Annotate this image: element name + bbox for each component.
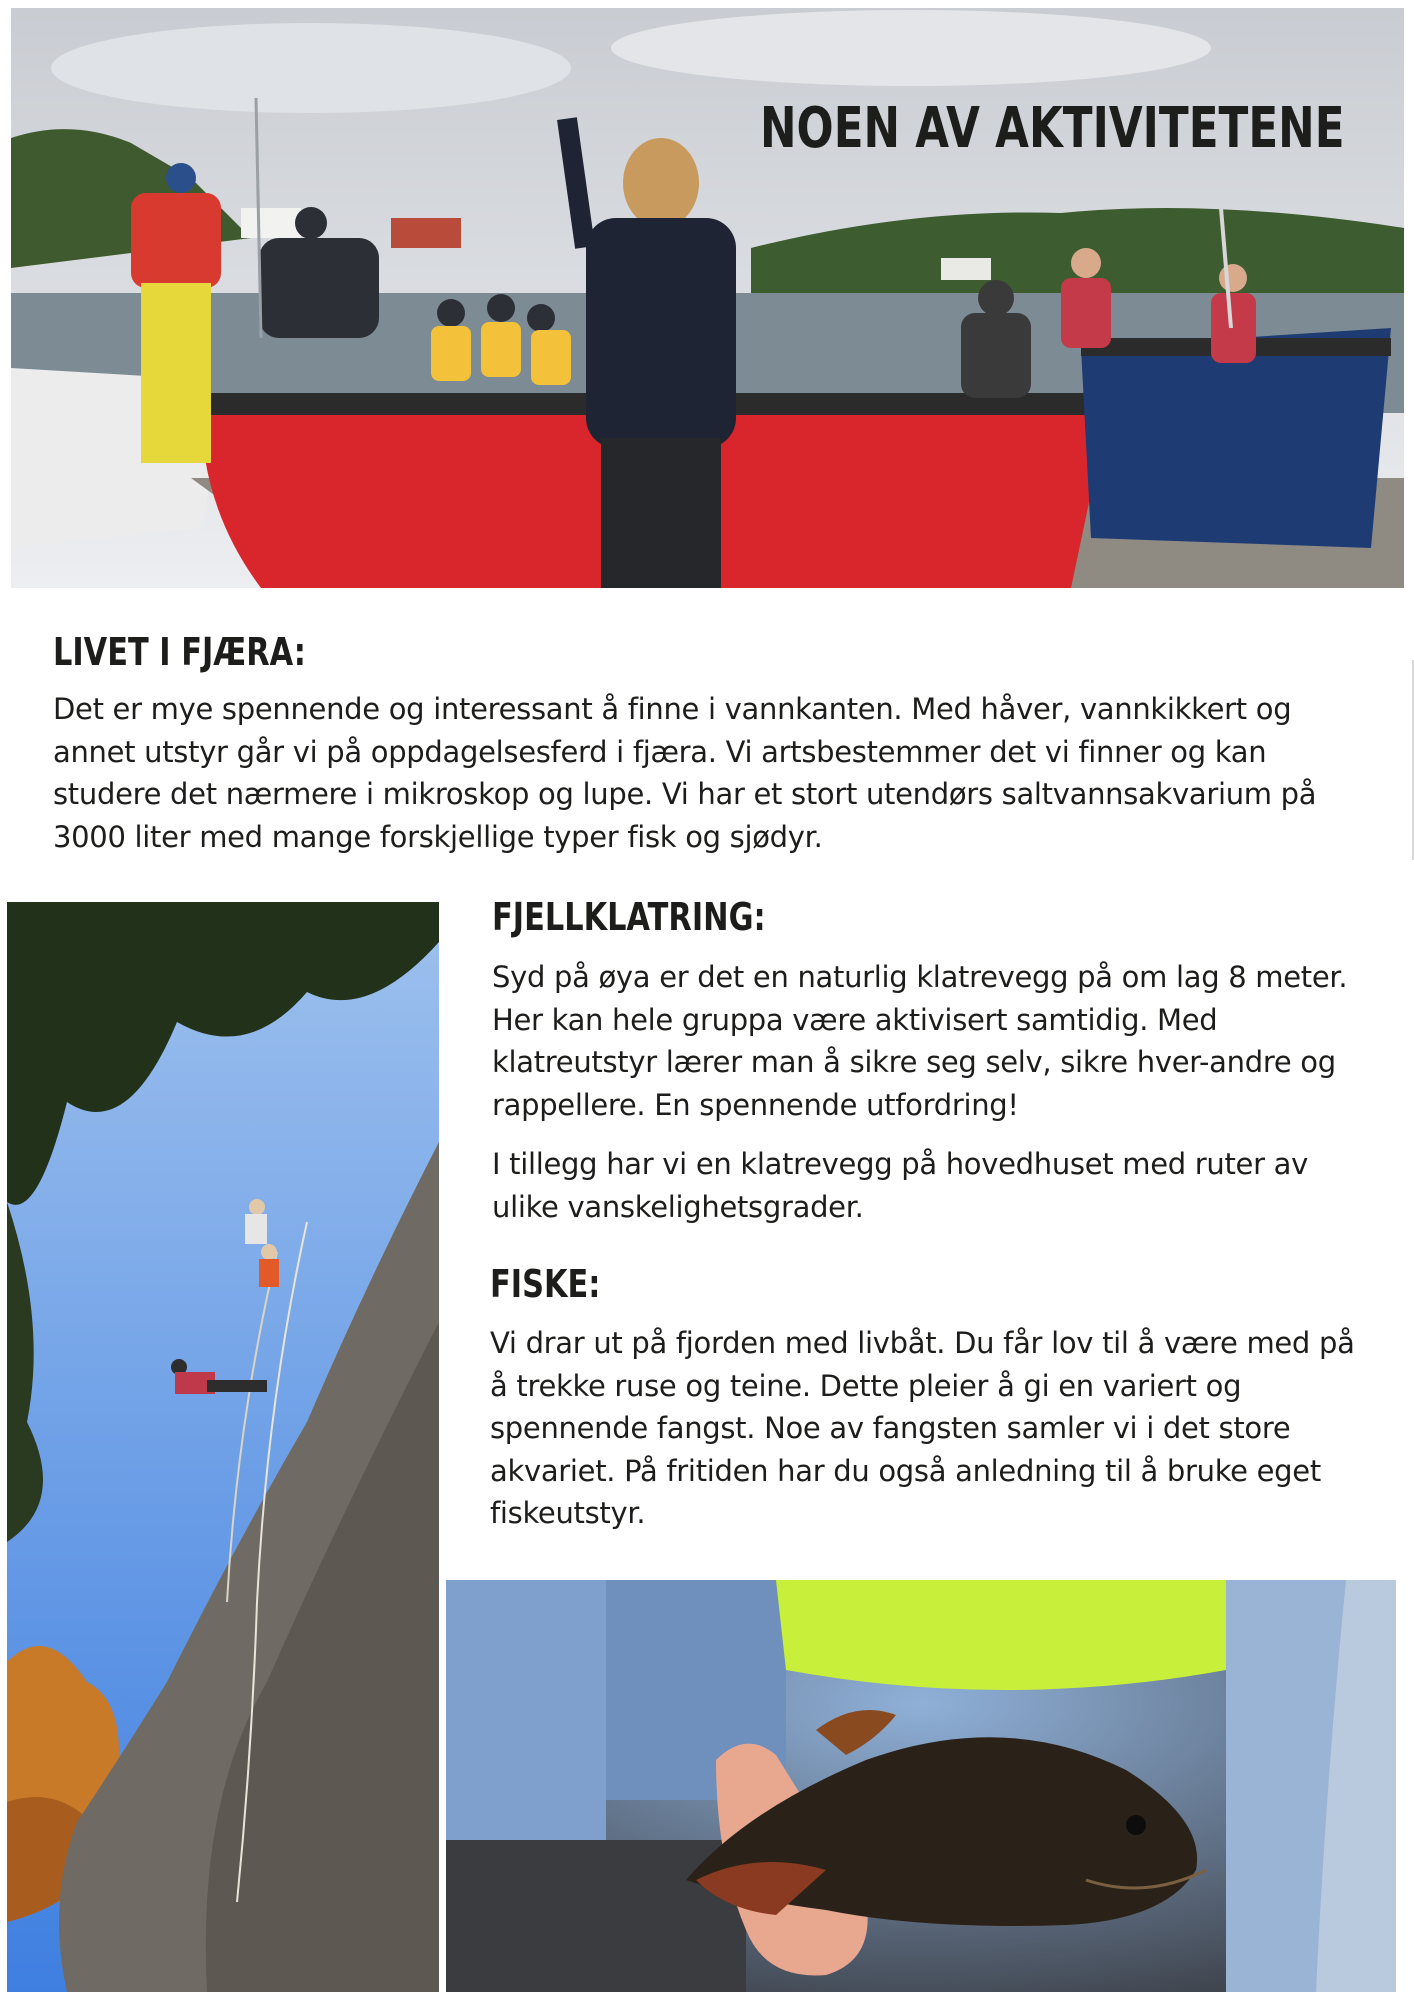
section-text-fjellklatring-1: Syd på øya er det en naturlig klatrevegg på om lag 8 meter. Her kan hele gruppa være aktivisert samtidig. Med klatreutstyr lærer man å sikre seg selv, sikre hver-andre og rappellere. En spennende utfordring! xyxy=(492,960,1348,1122)
section-text-fiske: Vi drar ut på fjorden med livbåt. Du får lov til å være med på å trekke ruse og teine. Dette pleier å gi en variert og spennende fangst. Noe av fangsten samler vi i det store akvariet. På fritiden har du også anledning til å bruke eget fiskeutstyr. xyxy=(490,1326,1355,1530)
boats-illustration xyxy=(11,8,1404,588)
section-heading-fiske: FISKE: xyxy=(490,1262,601,1306)
fish-photo xyxy=(446,1580,1396,1992)
section-heading-fjellklatring: FJELLKLATRING: xyxy=(492,895,766,939)
climbing-photo xyxy=(7,902,439,1992)
fish-illustration xyxy=(446,1580,1396,1992)
boats-activity-photo xyxy=(11,8,1404,588)
section-heading-livet-i-fjaera: LIVET I FJÆRA: xyxy=(53,630,306,674)
climbing-illustration xyxy=(7,902,439,1992)
section-text-fjellklatring-2: I tillegg har vi en klatrevegg på hovedhuset med ruter av ulike vanskelighetsgrader. xyxy=(492,1147,1308,1224)
section-text-livet-i-fjaera: Det er mye spennende og interessant å finne i vannkanten. Med håver, vannkikkert og annet utstyr går vi på oppdagelsesferd i fjæra. Vi artsbestemmer det vi finner og kan studere det nærmere i mikroskop og lupe. Vi har et stort utendørs saltvannsakvarium på 3000 liter med mange forskjellige typer fisk og sjødyr. xyxy=(53,692,1317,854)
page-title: NOEN AV AKTIVITETENE xyxy=(760,96,1345,161)
